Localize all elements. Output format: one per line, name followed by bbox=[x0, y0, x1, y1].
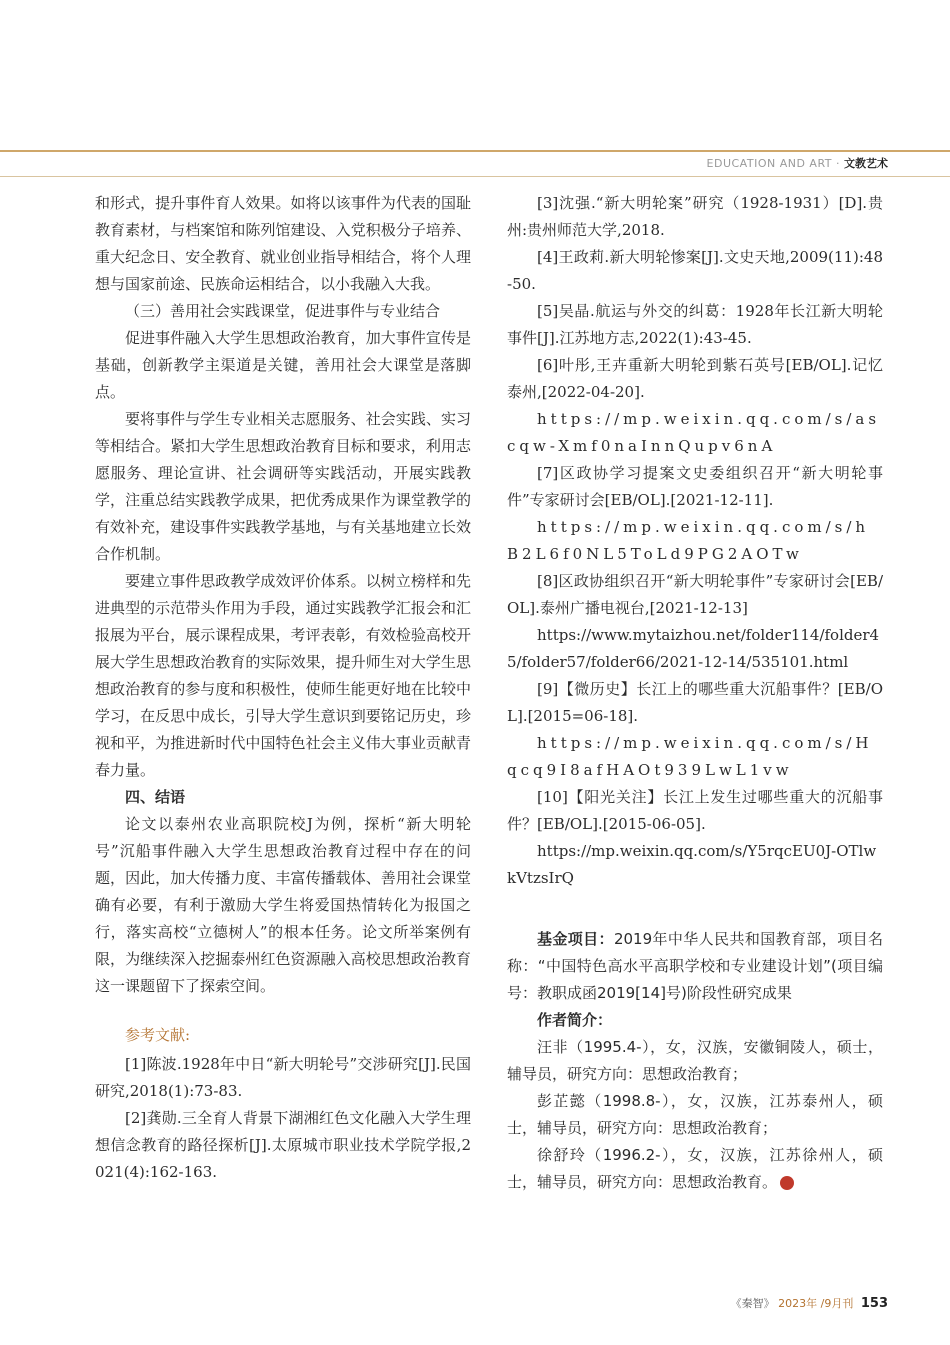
header-cn: 文教艺术 bbox=[844, 157, 888, 170]
seal-icon bbox=[780, 1176, 794, 1190]
left-column bbox=[95, 190, 471, 1186]
reference-item: [7]区政协学习提案文史委组织召开“新大明轮事件”专家研讨会[EB/OL].[2021-12-11]. bbox=[507, 464, 883, 509]
author-bio: 汪非（1995.4-），女，汉族，安徽铜陵人，硕士，辅导员，研究方向：思想政治教育； bbox=[507, 1038, 883, 1083]
reference-item: [10]【阳光关注】长江上发生过哪些重大的沉船事件？[EB/OL].[2015-06-05]. bbox=[507, 788, 883, 833]
running-header bbox=[707, 155, 888, 171]
fund-note bbox=[507, 926, 883, 1007]
section-heading: （三）善用社会实践课堂，促进事件与专业结合 bbox=[125, 302, 441, 320]
reference-item: [1]陈波.1928年中日“新大明轮号”交涉研究[J].民国研究,2018(1):73-83. bbox=[95, 1055, 471, 1100]
conclusion-heading: 四、结语 bbox=[125, 788, 186, 806]
right-column bbox=[507, 190, 883, 1196]
reference-url[interactable]: https://www.mytaizhou.net/folder114/folder45/folder57/folder66/2021-12-14/535101.html bbox=[507, 626, 880, 671]
reference-item: [8]区政协组织召开“新大明轮事件”专家研讨会[EB/OL].泰州广播电视台,[2021-12-13] bbox=[507, 572, 883, 617]
author-bio: 彭芷懿（1998.8-），女，汉族，江苏泰州人，硕士，辅导员，研究方向：思想政治教育； bbox=[507, 1092, 883, 1137]
reference-item: [3]沈强.“新大明轮案”研究（1928-1931）[D].贵州:贵州师范大学,2018. bbox=[507, 194, 883, 239]
author-bio-last bbox=[507, 1142, 883, 1196]
page-footer bbox=[731, 1295, 888, 1311]
reference-url[interactable]: https://mp.weixin.qq.com/s/Hqcq9I8afHAOt939LwL1vw bbox=[507, 734, 873, 779]
reference-url[interactable]: https://mp.weixin.qq.com/s/ascqw-Xmf0naInnQupv6nA bbox=[507, 410, 881, 455]
paragraph: 论文以泰州农业高职院校J为例，探析“新大明轮号”沉船事件融入大学生思想政治教育过程中存在的问题，因此，加大传播力度、丰富传播载体、善用社会课堂确有必要，有利于激励大学生将爱国热情转化为报国之行，落实高校“立德树人”的根本任务。论文所举案例有限，为继续深入挖掘泰州红色资源融入高校思想政治教育这一课题留下了探索空间。 bbox=[95, 815, 471, 995]
paragraph: 促进事件融入大学生思想政治教育，加大事件宣传是基础，创新教学主渠道是关键，善用社会大课堂是落脚点。 bbox=[95, 329, 471, 401]
header-rule bbox=[0, 150, 950, 152]
reference-item: [4]王政莉.新大明轮惨案[J].文史天地,2009(11):48-50. bbox=[507, 248, 883, 293]
header-rule-thin bbox=[0, 176, 950, 177]
reference-item: [2]龚勋.三全育人背景下湖湘红色文化融入大学生理想信念教育的路径探析[J].太原城市职业技术学院学报,2021(4):162-163. bbox=[95, 1109, 471, 1181]
reference-item: [6]叶彤,王卉重新大明轮到紫石英号[EB/OL].记忆泰州,[2022-04-20]. bbox=[507, 356, 883, 401]
reference-url[interactable]: https://mp.weixin.qq.com/s/Y5rqcEU0J-OTlwkVtzsIrQ bbox=[507, 842, 877, 887]
author-bio-text: 徐舒玲（1996.2-），女，汉族，江苏徐州人，硕士，辅导员，研究方向：思想政治教育。 bbox=[507, 1146, 883, 1191]
author-heading: 作者简介： bbox=[537, 1011, 613, 1029]
page-number: 153 bbox=[860, 1296, 888, 1311]
magazine-name: 《秦智》 bbox=[730, 1297, 775, 1310]
reference-url[interactable]: https://mp.weixin.qq.com/s/hB2L6f0NL5ToLd9PG2AOTw bbox=[507, 518, 870, 563]
reference-item: [5]吴晶.航运与外交的纠葛：1928年长江新大明轮事件[J].江苏地方志,2022(1):43-45. bbox=[507, 302, 883, 347]
paragraph: 和形式，提升事件育人效果。如将以该事件为代表的国耻教育素材，与档案馆和陈列馆建设、入党积极分子培养、重大纪念日、安全教育、就业创业指导相结合，将个人理想与国家前途、民族命运相结合，以小我融入大我。 bbox=[95, 194, 471, 293]
paragraph: 要将事件与学生专业相关志愿服务、社会实践、实习等相结合。紧扣大学生思想政治教育目标和要求，利用志愿服务、理论宣讲、社会调研等实践活动，开展实践教学，注重总结实践教学成果，把优秀成果作为课堂教学的有效补充，建设事件实践教学基地，与有关基地建立长效合作机制。 bbox=[95, 410, 471, 563]
fund-text: 2019年中华人民共和国教育部，项目名称：“中国特色高水平高职学校和专业建设计划”(项目编号：教职成函2019[14]号)阶段性研究成果 bbox=[507, 930, 883, 1002]
paragraph: 要建立事件思政教学成效评价体系。以树立榜样和先进典型的示范带头作用为手段，通过实践教学汇报会和汇报展为平台，展示课程成果，考评表彰，有效检验高校开展大学生思想政治教育的实际效果，提升师生对大学生思想政治教育的参与度和积极性，使师生能更好地在比较中学习，在反思中成长，引导大学生意识到要铭记历史，珍视和平，为推进新时代中国特色社会主义伟大事业贡献青春力量。 bbox=[95, 572, 471, 779]
references-heading: 参考文献: bbox=[125, 1026, 191, 1044]
header-en: EDUCATION AND ART · bbox=[706, 157, 844, 170]
issue-date: 2023年 /9月刊 bbox=[778, 1297, 854, 1310]
fund-label: 基金项目： bbox=[537, 930, 614, 948]
reference-item: [9]【微历史】长江上的哪些重大沉船事件？[EB/OL].[2015=06-18]. bbox=[507, 680, 883, 725]
